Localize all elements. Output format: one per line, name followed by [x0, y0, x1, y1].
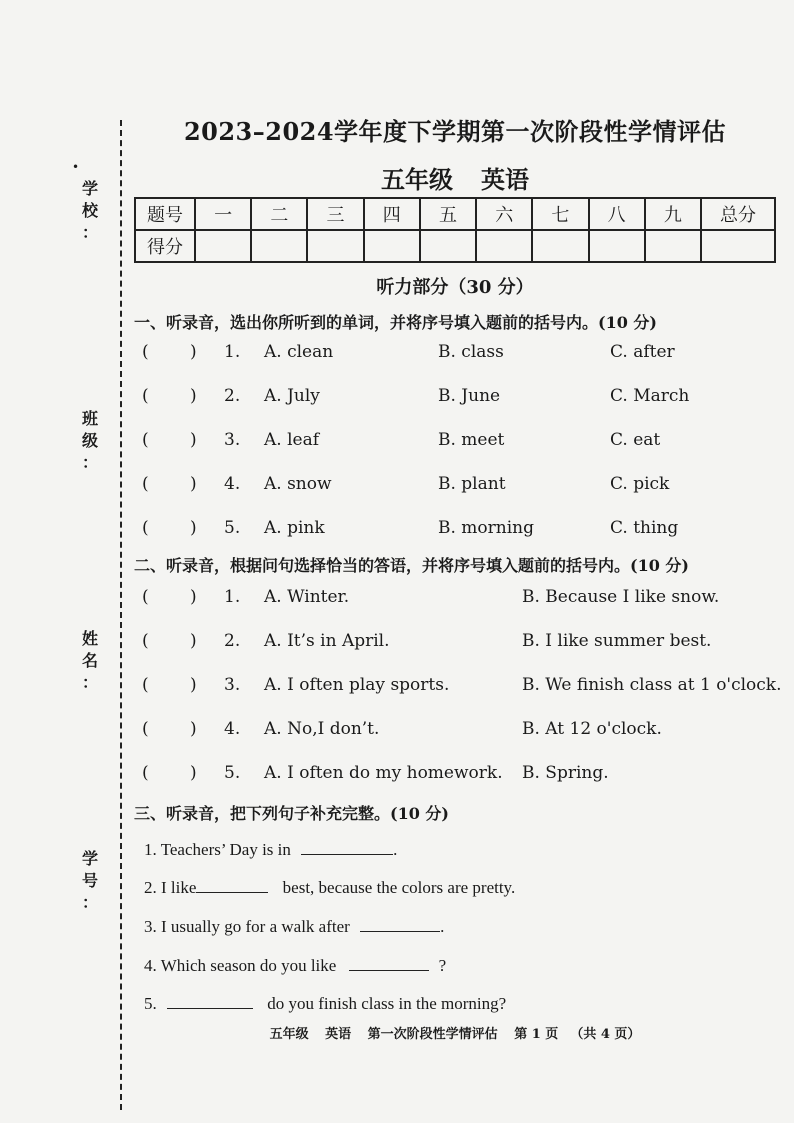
- score-table-score-row: [135, 230, 775, 262]
- question-number: 4.: [224, 719, 241, 739]
- score-cell: 总分: [701, 198, 775, 230]
- score-table-header-row: [135, 198, 775, 230]
- option-b: B. At 12 o'clock.: [522, 719, 662, 739]
- binding-line: [120, 120, 122, 1110]
- question-number: 3.: [224, 430, 241, 450]
- fill-text: 3. I usually go for a walk after: [144, 917, 350, 936]
- margin-dot: •: [72, 160, 80, 174]
- option-b: B. morning: [438, 518, 534, 538]
- score-input-cell[interactable]: [589, 230, 645, 262]
- score-input-cell[interactable]: [701, 230, 775, 262]
- option-a: A. No,I don’t.: [264, 719, 380, 739]
- section1-question-1: [142, 342, 782, 366]
- footer-total: （共 4 页）: [570, 1027, 641, 1042]
- answer-bracket-open[interactable]: (: [142, 763, 149, 783]
- score-cell: 题号: [135, 198, 195, 230]
- section1-question-2: [142, 386, 782, 410]
- score-cell: 三: [307, 198, 363, 230]
- question-number: 2.: [224, 631, 241, 651]
- option-c: C. pick: [610, 474, 670, 494]
- answer-bracket-close[interactable]: ): [190, 763, 197, 783]
- question-number: 1.: [224, 342, 241, 362]
- section2-question-5: [142, 763, 782, 787]
- option-a: A. I often do my homework.: [264, 763, 503, 783]
- answer-blank[interactable]: [167, 994, 253, 1009]
- answer-bracket-open[interactable]: (: [142, 342, 149, 362]
- score-input-cell[interactable]: [251, 230, 307, 262]
- footer-page: 第 1 页: [514, 1027, 559, 1042]
- listening-section-title: 听力部分（30 分）: [376, 277, 534, 298]
- score-input-cell[interactable]: [476, 230, 532, 262]
- answer-bracket-close[interactable]: ): [190, 430, 197, 450]
- score-cell: 四: [364, 198, 420, 230]
- fill-text: 1. Teachers’ Day is in: [144, 840, 291, 859]
- answer-bracket-open[interactable]: (: [142, 386, 149, 406]
- section1-question-3: [142, 430, 782, 454]
- answer-bracket-open[interactable]: (: [142, 587, 149, 607]
- option-c: C. March: [610, 386, 690, 406]
- option-b: B. meet: [438, 430, 505, 450]
- option-a: A. It’s in April.: [264, 631, 390, 651]
- score-input-cell[interactable]: [532, 230, 588, 262]
- fill-text: .: [440, 917, 445, 936]
- exam-subtitle: [150, 160, 760, 195]
- score-cell: 七: [532, 198, 588, 230]
- option-b: B. class: [438, 342, 504, 362]
- section1-heading: 一、听录音，选出你所听到的单词，并将序号填入题前的括号内。(10 分): [134, 313, 657, 332]
- fill-sentence-5: [144, 994, 506, 1014]
- option-b: B. plant: [438, 474, 506, 494]
- option-a: A. clean: [264, 342, 334, 362]
- answer-bracket-open[interactable]: (: [142, 474, 149, 494]
- answer-bracket-open[interactable]: (: [142, 719, 149, 739]
- section1-question-4: [142, 474, 782, 498]
- subject-label: 英语: [481, 165, 529, 194]
- option-b: B. Because I like snow.: [522, 587, 720, 607]
- fill-text: .: [393, 840, 398, 859]
- score-cell: 九: [645, 198, 701, 230]
- fill-sentence-2: [144, 878, 515, 898]
- fill-text: 4. Which season do you like: [144, 956, 337, 975]
- fill-text: do you finish class in the morning?: [267, 994, 507, 1013]
- fill-sentence-4: [144, 956, 446, 976]
- score-cell: 六: [476, 198, 532, 230]
- answer-bracket-close[interactable]: ): [190, 518, 197, 538]
- answer-bracket-open[interactable]: (: [142, 631, 149, 651]
- answer-bracket-close[interactable]: ): [190, 386, 197, 406]
- option-b: B. We finish class at 1 o'clock.: [522, 675, 782, 695]
- question-number: 4.: [224, 474, 241, 494]
- score-input-cell[interactable]: [307, 230, 363, 262]
- score-input-cell[interactable]: [195, 230, 251, 262]
- option-a: A. Winter.: [264, 587, 350, 607]
- answer-bracket-close[interactable]: ): [190, 631, 197, 651]
- footer-grade: 五年级: [269, 1027, 309, 1042]
- score-table: [134, 197, 776, 263]
- fill-text: 5.: [144, 994, 157, 1013]
- section2-question-2: [142, 631, 782, 655]
- answer-bracket-close[interactable]: ): [190, 587, 197, 607]
- option-a: A. I often play sports.: [264, 675, 450, 695]
- section3-heading: 三、听录音，把下列句子补充完整。(10 分): [134, 804, 449, 823]
- answer-bracket-close[interactable]: ): [190, 474, 197, 494]
- answer-blank[interactable]: [360, 917, 440, 932]
- student-number-label: 学 号 ：: [81, 849, 98, 912]
- exam-title: 2023–2024学年度下学期第一次阶段性学情评估: [183, 117, 727, 146]
- fill-sentence-1: [144, 840, 397, 860]
- option-a: A. snow: [264, 474, 332, 494]
- fill-sentence-3: [144, 917, 444, 937]
- page-footer: [150, 1023, 760, 1042]
- answer-bracket-close[interactable]: ): [190, 719, 197, 739]
- option-a: A. July: [264, 386, 320, 406]
- footer-subject: 英语: [325, 1027, 352, 1042]
- answer-bracket-close[interactable]: ): [190, 675, 197, 695]
- section2-heading: 二、听录音，根据问句选择恰当的答语，并将序号填入题前的括号内。(10 分): [134, 556, 689, 575]
- answer-bracket-open[interactable]: (: [142, 675, 149, 695]
- score-input-cell[interactable]: [645, 230, 701, 262]
- section2-question-4: [142, 719, 782, 743]
- option-c: C. thing: [610, 518, 679, 538]
- answer-bracket-close[interactable]: ): [190, 342, 197, 362]
- score-cell: 一: [195, 198, 251, 230]
- option-a: A. pink: [264, 518, 325, 538]
- question-number: 5.: [224, 763, 241, 783]
- score-cell: 五: [420, 198, 476, 230]
- question-number: 3.: [224, 675, 241, 695]
- fill-text: 2. I like: [144, 878, 197, 897]
- score-label-cell: 得分: [135, 230, 195, 262]
- grade-label: 五年级: [381, 165, 453, 194]
- class-label: 班 级 ：: [81, 409, 98, 472]
- answer-blank[interactable]: [301, 840, 393, 855]
- option-b: B. June: [438, 386, 501, 406]
- answer-blank[interactable]: [196, 878, 268, 893]
- option-c: C. eat: [610, 430, 661, 450]
- option-a: A. leaf: [264, 430, 320, 450]
- section2-question-1: [142, 587, 782, 611]
- section2-question-3: [142, 675, 782, 699]
- score-input-cell[interactable]: [420, 230, 476, 262]
- answer-bracket-open[interactable]: (: [142, 518, 149, 538]
- question-number: 2.: [224, 386, 241, 406]
- answer-blank[interactable]: [349, 956, 429, 971]
- school-label: 学 校 ：: [81, 179, 98, 242]
- option-b: B. Spring.: [522, 763, 609, 783]
- section1-question-5: [142, 518, 782, 542]
- fill-text: best, because the colors are pretty.: [282, 878, 516, 897]
- footer-exam: 第一次阶段性学情评估: [367, 1027, 498, 1042]
- name-label: 姓 名 ：: [81, 629, 98, 692]
- score-cell: 八: [589, 198, 645, 230]
- score-cell: 二: [251, 198, 307, 230]
- fill-text: ?: [438, 956, 447, 975]
- question-number: 5.: [224, 518, 241, 538]
- option-c: C. after: [610, 342, 675, 362]
- question-number: 1.: [224, 587, 241, 607]
- score-input-cell[interactable]: [364, 230, 420, 262]
- option-b: B. I like summer best.: [522, 631, 712, 651]
- answer-bracket-open[interactable]: (: [142, 430, 149, 450]
